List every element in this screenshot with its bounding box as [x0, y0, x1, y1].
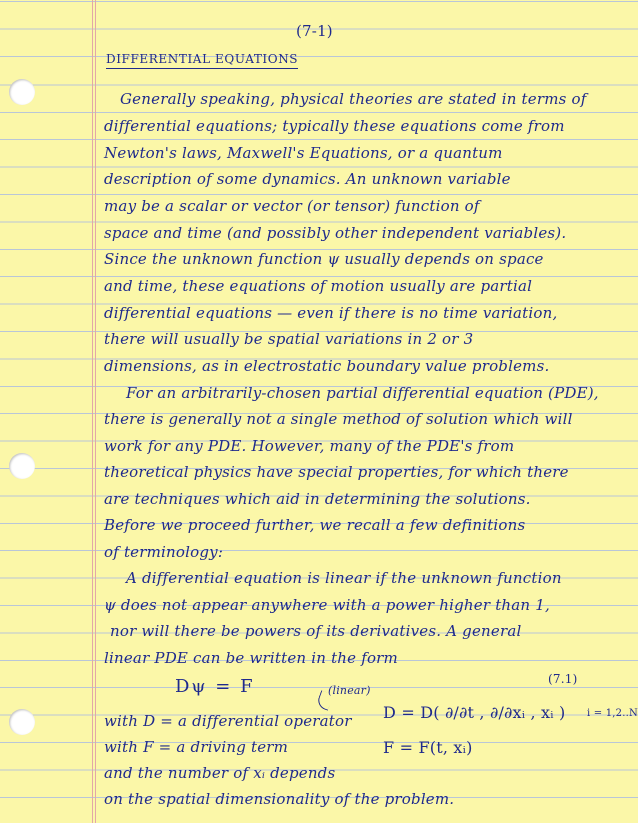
- text-line: description of some dynamics. An unknown variable: [104, 170, 511, 188]
- equation-tag: (linear): [328, 684, 371, 697]
- text-line: on the spatial dimensionality of the problem.: [104, 790, 455, 808]
- text-line: and time, these equations of motion usually are partial: [104, 277, 533, 295]
- text-line: ψ does not appear anywhere with a power higher than 1,: [104, 596, 550, 614]
- section-heading: DIFFERENTIAL EQUATIONS: [106, 52, 298, 69]
- margin-line: [92, 0, 93, 823]
- text-line: may be a scalar or vector (or tensor) function of: [104, 197, 480, 215]
- text-line: For an arbitrarily-chosen partial differential equation (PDE),: [126, 384, 599, 402]
- text-line: differential equations; typically these equations come from: [104, 117, 565, 135]
- text-line: A differential equation is linear if the unknown function: [126, 569, 562, 587]
- text-line: with F = a driving term: [104, 738, 289, 756]
- text-line: of terminology:: [104, 543, 224, 561]
- text-line: and the number of xᵢ depends: [104, 764, 336, 782]
- text-line: with D = a differential operator: [104, 712, 352, 730]
- text-line: are techniques which aid in determining the solutions.: [104, 490, 531, 508]
- index-range: i = 1,2..N: [587, 708, 638, 719]
- punch-hole: [9, 79, 35, 105]
- equation-main: Dψ = F: [175, 676, 255, 697]
- equation-number: (7.1): [548, 672, 578, 686]
- text-line: there will usually be spatial variations in 2 or 3: [104, 330, 474, 348]
- text-line: dimensions, as in electrostatic boundary value problems.: [104, 357, 550, 375]
- punch-hole: [9, 453, 35, 479]
- text-line: linear PDE can be written in the form: [104, 649, 398, 667]
- text-line: Since the unknown function ψ usually depends on space: [104, 250, 544, 268]
- text-line: Newton's laws, Maxwell's Equations, or a quantum: [104, 144, 503, 162]
- source-definition: F = F(t, xᵢ): [383, 738, 473, 757]
- text-line: work for any PDE. However, many of the PDE's from: [104, 437, 515, 455]
- text-line: Generally speaking, physical theories are stated in terms of: [120, 90, 587, 108]
- text-line: space and time (and possibly other independent variables).: [104, 224, 567, 242]
- margin-line: [95, 0, 96, 823]
- text-line: differential equations — even if there is no time variation,: [104, 304, 558, 322]
- text-line: nor will there be powers of its derivatives. A general: [110, 622, 522, 640]
- text-line: theoretical physics have special properties, for which there: [104, 463, 569, 481]
- text-line: there is generally not a single method of solution which will: [104, 410, 573, 428]
- page-number: (7-1): [296, 22, 333, 40]
- operator-definition: D = D( ∂/∂t , ∂/∂xᵢ , xᵢ ): [383, 703, 566, 722]
- punch-hole: [9, 709, 35, 735]
- text-line: Before we proceed further, we recall a few definitions: [104, 516, 526, 534]
